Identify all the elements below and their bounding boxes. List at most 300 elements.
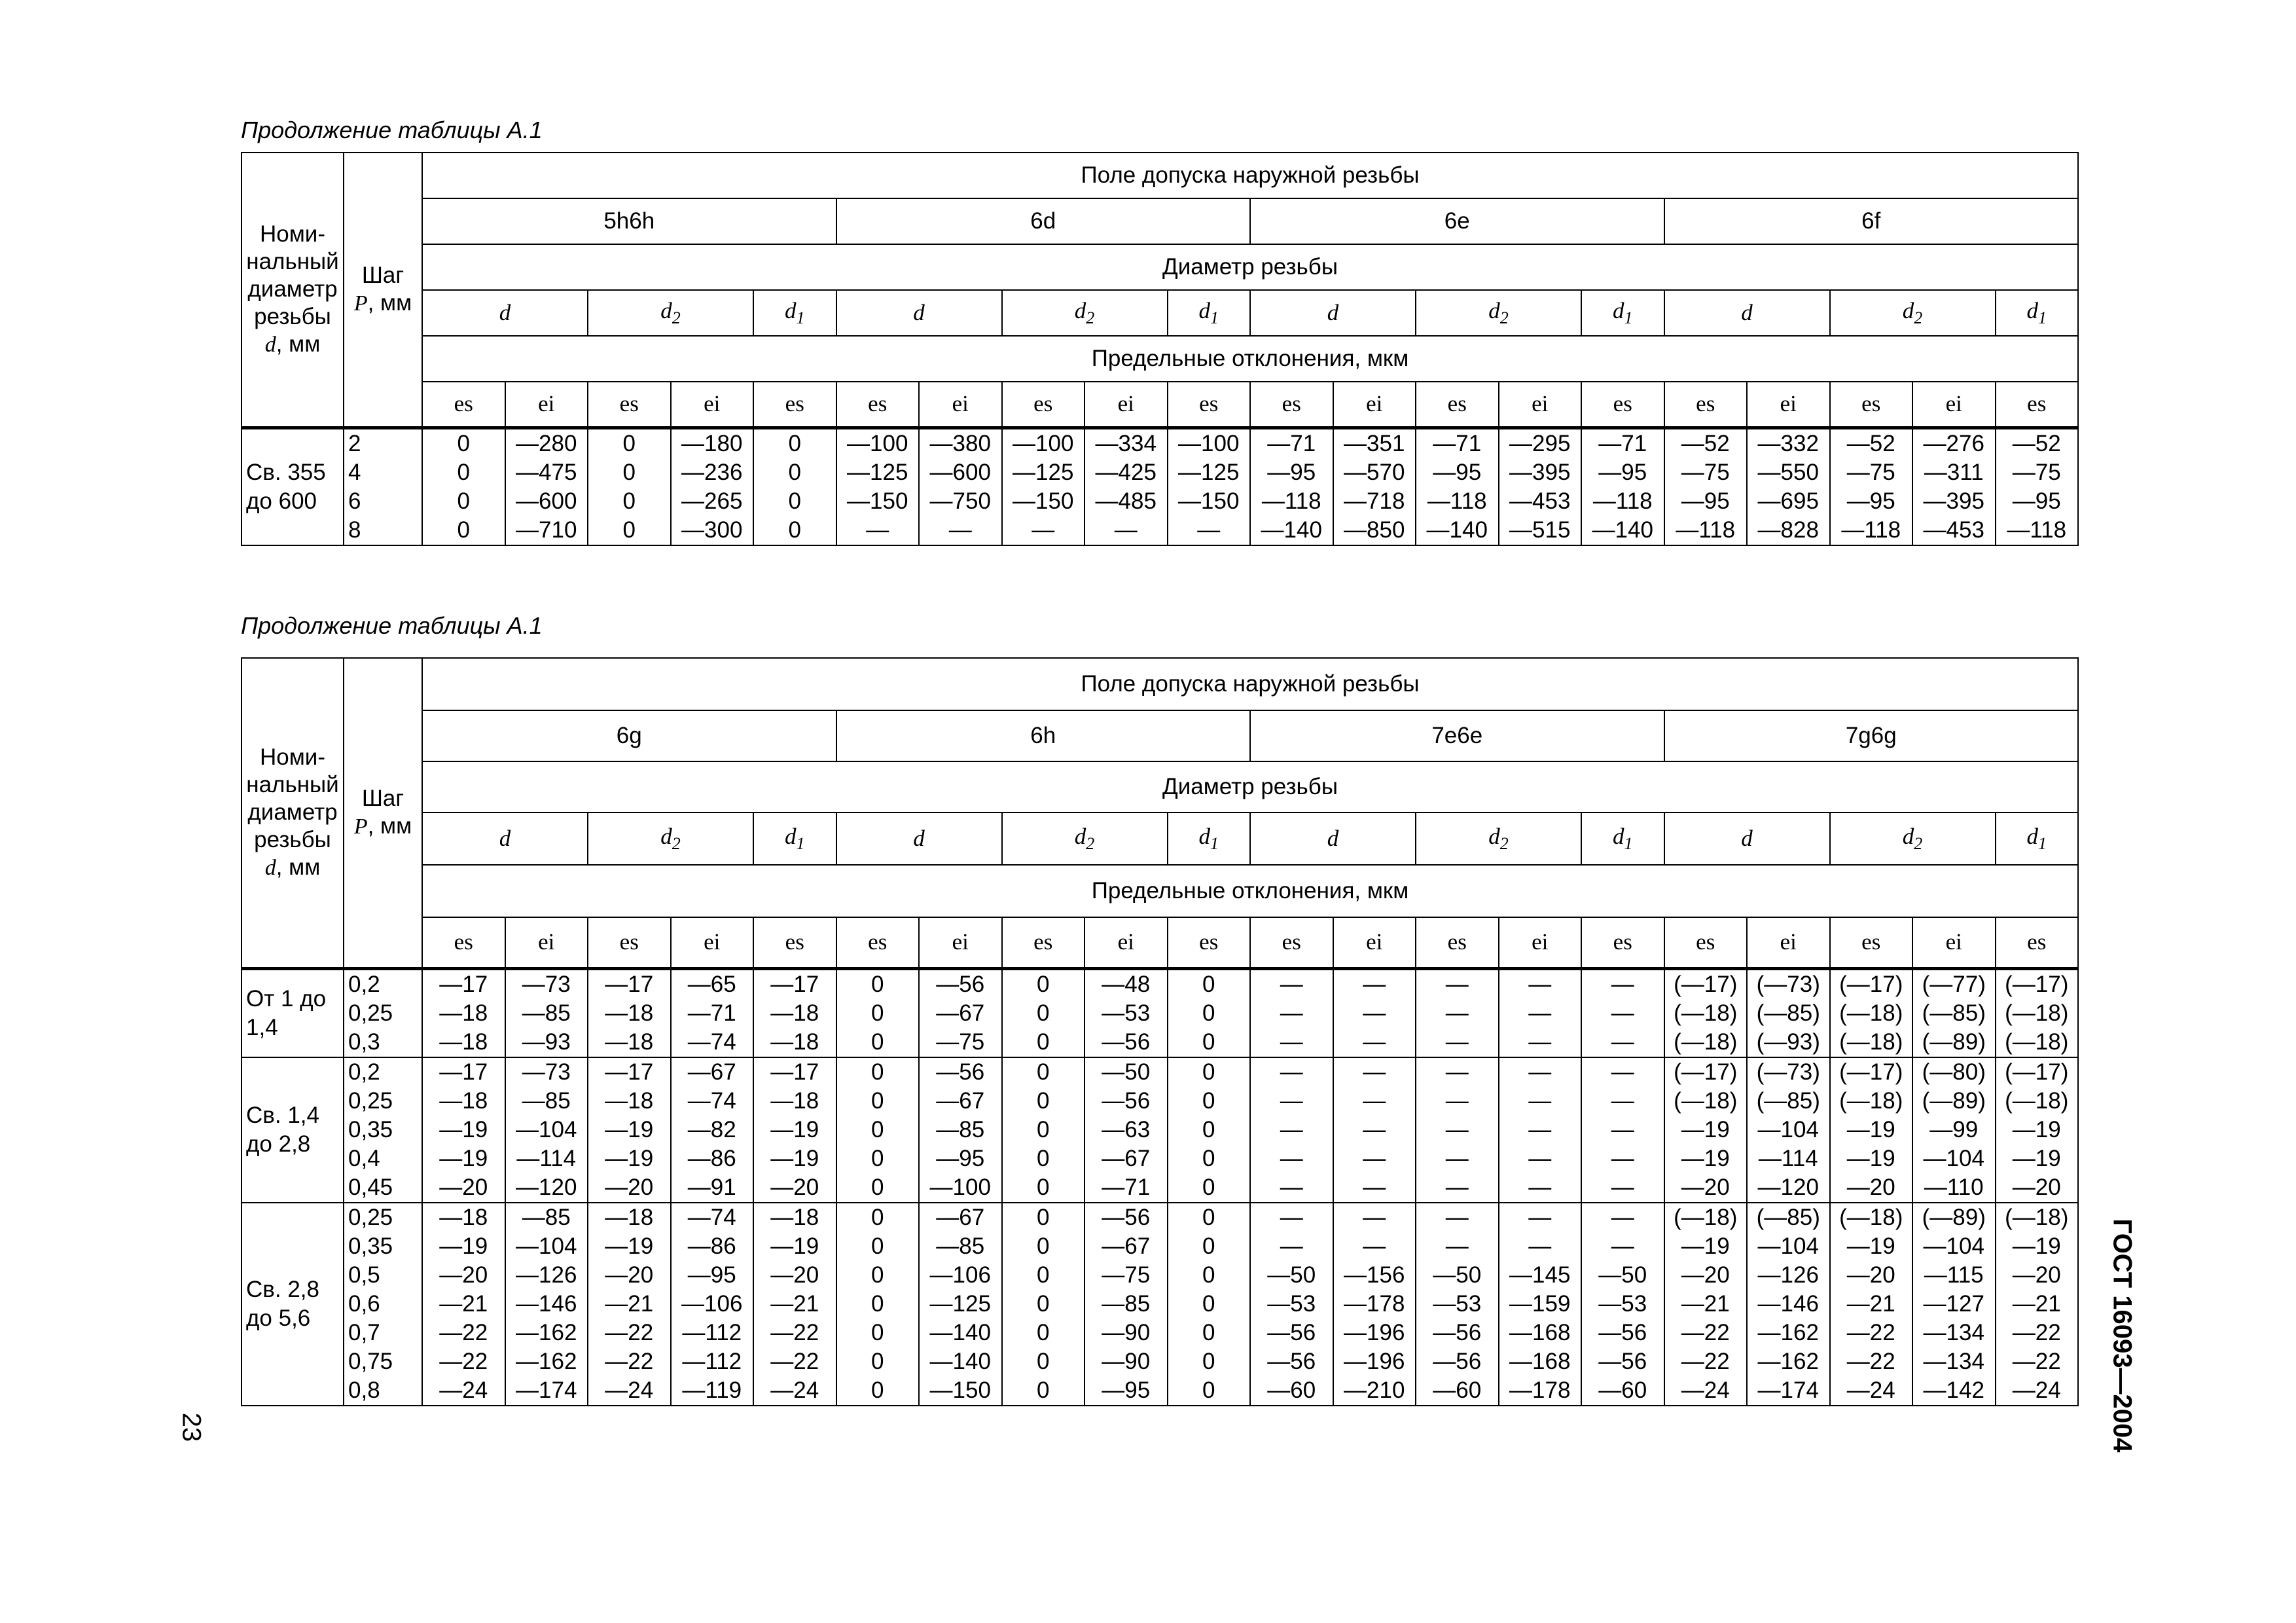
deviation-value: —24 bbox=[2012, 1377, 2061, 1403]
deviation-value: —118 bbox=[2007, 517, 2067, 543]
diameter-d-header bbox=[1664, 812, 1830, 865]
ei-header: ei bbox=[1085, 917, 1168, 968]
deviation-value: —21 bbox=[1681, 1290, 1730, 1317]
deviation-value: —100 bbox=[929, 1174, 991, 1200]
deviation-value: —20 bbox=[770, 1262, 819, 1288]
deviation-value: — bbox=[1363, 1233, 1386, 1259]
deviation-cell bbox=[422, 1057, 505, 1203]
deviation-value: (—18) bbox=[2005, 1029, 2069, 1055]
deviation-value: — bbox=[1280, 1204, 1303, 1230]
deviation-value: —90 bbox=[1102, 1319, 1151, 1345]
deviation-value: —95 bbox=[1598, 459, 1647, 485]
deviation-value: —125 bbox=[929, 1290, 991, 1317]
deviation-cell bbox=[1250, 968, 1333, 1057]
deviation-value: —73 bbox=[522, 1059, 571, 1085]
deviation-value: —24 bbox=[1681, 1377, 1730, 1403]
diameter-d2-symbol: d bbox=[1902, 298, 1914, 323]
deviation-cell bbox=[671, 1057, 754, 1203]
deviation-value: —50 bbox=[1102, 1059, 1151, 1085]
deviation-value: —168 bbox=[1509, 1348, 1571, 1374]
deviation-cell bbox=[836, 1203, 920, 1406]
ei-header: ei bbox=[671, 917, 754, 968]
diameter-d-symbol: d bbox=[1741, 300, 1753, 325]
deviation-value: —104 bbox=[1757, 1233, 1819, 1259]
subscript-1: 1 bbox=[1624, 308, 1633, 327]
deviation-cell bbox=[919, 428, 1002, 545]
deviation-value: (—18) bbox=[1839, 1087, 1903, 1114]
page-number-container bbox=[178, 1408, 204, 1447]
deviation-cell bbox=[422, 428, 505, 545]
deviation-cell bbox=[1830, 1057, 1913, 1203]
deviation-cell bbox=[1747, 1203, 1830, 1406]
nominal-diameter-cell bbox=[242, 968, 344, 1057]
deviation-value: —150 bbox=[929, 1377, 991, 1403]
step-value: 8 bbox=[348, 517, 361, 543]
ei-header: ei bbox=[1499, 382, 1582, 428]
deviation-value: —100 bbox=[1013, 430, 1074, 456]
deviation-value: —280 bbox=[516, 430, 577, 456]
deviation-value: —53 bbox=[1267, 1290, 1316, 1317]
diameter-d2-header bbox=[1830, 290, 1996, 336]
deviation-cell bbox=[1912, 428, 1996, 545]
deviation-value: 0 bbox=[1202, 1319, 1215, 1345]
deviation-value: —19 bbox=[770, 1145, 819, 1171]
deviation-value: 0 bbox=[1202, 1262, 1215, 1288]
deviation-value: —56 bbox=[936, 1059, 985, 1085]
deviation-cell bbox=[1333, 428, 1416, 545]
deviation-value: —75 bbox=[1681, 459, 1730, 485]
deviation-value: —19 bbox=[1681, 1233, 1730, 1259]
deviation-value: —19 bbox=[439, 1145, 488, 1171]
diameter-d2-symbol: d bbox=[1488, 298, 1500, 323]
deviation-value: 0 bbox=[788, 459, 801, 485]
subscript-2: 2 bbox=[1914, 834, 1923, 853]
deviation-cell bbox=[1416, 968, 1499, 1057]
deviation-value: (—18) bbox=[1839, 1029, 1903, 1055]
diameter-d-header bbox=[836, 812, 1002, 865]
deviation-value: — bbox=[1445, 1204, 1469, 1230]
deviation-value: (—85) bbox=[1756, 1000, 1820, 1026]
deviation-value: —60 bbox=[1433, 1377, 1482, 1403]
deviation-cell bbox=[1996, 428, 2079, 545]
deviation-cell bbox=[753, 428, 836, 545]
data-block-row bbox=[242, 968, 2078, 1057]
deviation-cell bbox=[1581, 1203, 1664, 1406]
tolerance-group-header: 7e6e bbox=[1250, 710, 1664, 761]
ei-header: ei bbox=[1333, 382, 1416, 428]
deviation-value: —24 bbox=[1846, 1377, 1895, 1403]
deviation-value: 0 bbox=[1037, 1087, 1050, 1114]
deviation-value: —71 bbox=[1102, 1174, 1151, 1200]
deviation-value: —85 bbox=[1102, 1290, 1151, 1317]
deviation-value: —104 bbox=[1923, 1233, 1984, 1259]
deviation-value: 0 bbox=[871, 1059, 884, 1085]
tolerance-field-header: Поле допуска наружной резьбы bbox=[422, 153, 2078, 198]
deviation-value: — bbox=[1445, 1087, 1469, 1114]
es-header: es bbox=[1996, 382, 2079, 428]
diameter-d1-symbol: d bbox=[1198, 824, 1210, 849]
deviation-value: —50 bbox=[1598, 1262, 1647, 1288]
deviation-value: 0 bbox=[1037, 1319, 1050, 1345]
deviation-value: —20 bbox=[2012, 1174, 2061, 1200]
deviation-cell bbox=[1499, 968, 1582, 1057]
deviation-value: (—18) bbox=[2005, 1087, 2069, 1114]
deviation-value: — bbox=[1363, 1029, 1386, 1055]
deviation-cell bbox=[422, 968, 505, 1057]
ei-header: ei bbox=[919, 917, 1002, 968]
deviation-cell bbox=[1333, 1057, 1416, 1203]
es-header: es bbox=[422, 917, 505, 968]
deviation-value: —19 bbox=[770, 1233, 819, 1259]
step-cell bbox=[344, 1203, 422, 1406]
nominal-diameter-value: 1,4 bbox=[246, 1014, 278, 1040]
step-header bbox=[344, 153, 422, 428]
deviation-value: —750 bbox=[929, 488, 991, 514]
diameter-d2-header bbox=[1416, 290, 1581, 336]
deviation-value: —178 bbox=[1509, 1377, 1571, 1403]
deviation-value: —146 bbox=[1757, 1290, 1819, 1317]
deviation-value: —718 bbox=[1344, 488, 1405, 514]
deviation-value: —21 bbox=[605, 1290, 654, 1317]
ei-header: ei bbox=[919, 382, 1002, 428]
subscript-2: 2 bbox=[1499, 308, 1509, 327]
ei-header: ei bbox=[1333, 917, 1416, 968]
deviation-value: —236 bbox=[681, 459, 743, 485]
diameter-d1-header bbox=[1581, 812, 1664, 865]
subscript-1: 1 bbox=[2038, 308, 2047, 327]
header-row-diameter bbox=[242, 244, 2078, 290]
deviation-value: —332 bbox=[1757, 430, 1819, 456]
data-block-row bbox=[242, 1203, 2078, 1406]
deviation-value: —95 bbox=[1846, 488, 1895, 514]
deviation-value: 0 bbox=[1202, 1377, 1215, 1403]
deviation-value: —56 bbox=[1598, 1319, 1647, 1345]
subscript-1: 1 bbox=[1210, 834, 1219, 853]
deviation-value: — bbox=[1611, 1087, 1634, 1114]
es-header: es bbox=[1002, 382, 1085, 428]
diameter-d-header bbox=[422, 290, 588, 336]
deviation-value: —56 bbox=[1598, 1348, 1647, 1374]
diameter-d1-header bbox=[1996, 290, 2079, 336]
deviation-value: —174 bbox=[516, 1377, 577, 1403]
diameter-d1-header bbox=[1581, 290, 1664, 336]
deviation-value: —159 bbox=[1509, 1290, 1571, 1317]
deviation-value: 0 bbox=[457, 517, 470, 543]
deviation-value: —82 bbox=[687, 1116, 736, 1142]
deviation-cell bbox=[1581, 968, 1664, 1057]
deviation-value: 0 bbox=[1037, 1262, 1050, 1288]
deviation-value: — bbox=[1280, 1116, 1303, 1142]
deviation-value: 0 bbox=[1037, 1145, 1050, 1171]
diameter-d2-header bbox=[588, 290, 753, 336]
diameter-d2-header bbox=[1002, 812, 1168, 865]
deviation-cell bbox=[1664, 1057, 1748, 1203]
ei-header: ei bbox=[1747, 382, 1830, 428]
deviation-cell bbox=[1664, 968, 1748, 1057]
nominal-diameter-cell bbox=[242, 1203, 344, 1406]
deviation-value: —19 bbox=[605, 1233, 654, 1259]
deviation-value: — bbox=[1611, 1174, 1634, 1200]
diameter-d2-symbol: d bbox=[1488, 824, 1500, 849]
deviation-value: —125 bbox=[1178, 459, 1240, 485]
deviation-cell bbox=[588, 1203, 671, 1406]
deviation-value: —95 bbox=[2012, 488, 2061, 514]
deviation-cell bbox=[1996, 968, 2079, 1057]
ei-header: ei bbox=[1912, 382, 1996, 428]
tolerance-group-header: 6h bbox=[836, 710, 1251, 761]
deviation-value: — bbox=[1280, 1174, 1303, 1200]
deviation-cell bbox=[1747, 1057, 1830, 1203]
deviation-value: —18 bbox=[439, 1087, 488, 1114]
deviation-value: —140 bbox=[929, 1319, 991, 1345]
deviation-value: — bbox=[1280, 971, 1303, 997]
deviation-value: —20 bbox=[770, 1174, 819, 1200]
step-value: 6 bbox=[348, 488, 361, 514]
deviation-cell bbox=[1830, 968, 1913, 1057]
deviation-value: —22 bbox=[2012, 1348, 2061, 1374]
tolerance-group-header: 6d bbox=[836, 198, 1251, 244]
diameter-d1-symbol: d bbox=[1613, 824, 1624, 849]
subscript-2: 2 bbox=[1086, 308, 1095, 327]
deviation-value: — bbox=[1445, 1174, 1469, 1200]
deviation-cell bbox=[1664, 428, 1748, 545]
deviation-cell bbox=[671, 968, 754, 1057]
ei-header: ei bbox=[1912, 917, 1996, 968]
deviation-value: —19 bbox=[2012, 1233, 2061, 1259]
deviation-value: 0 bbox=[871, 1319, 884, 1345]
deviation-value: — bbox=[1528, 1204, 1552, 1230]
deviation-value: —134 bbox=[1923, 1348, 1984, 1374]
deviations-header: Предельные отклонения, мкм bbox=[422, 336, 2078, 382]
deviation-value: — bbox=[1528, 1087, 1552, 1114]
header-row-diameter-types bbox=[242, 812, 2078, 865]
deviation-value: — bbox=[1280, 1087, 1303, 1114]
subscript-1: 1 bbox=[1210, 308, 1219, 327]
deviation-value: —74 bbox=[687, 1029, 736, 1055]
deviation-value: —18 bbox=[439, 1204, 488, 1230]
deviation-value: —311 bbox=[1924, 459, 1984, 485]
deviation-value: (—89) bbox=[1922, 1204, 1986, 1230]
deviation-value: — bbox=[1528, 971, 1552, 997]
deviation-value: —20 bbox=[1681, 1262, 1730, 1288]
deviation-value: 0 bbox=[1202, 1174, 1215, 1200]
deviation-value: — bbox=[1445, 1145, 1469, 1171]
nominal-header-line: диаметр bbox=[247, 799, 338, 825]
deviation-value: 0 bbox=[871, 1087, 884, 1114]
deviation-value: —453 bbox=[1509, 488, 1571, 514]
deviation-value: — bbox=[1445, 1233, 1469, 1259]
deviation-value: —20 bbox=[605, 1174, 654, 1200]
deviation-cell bbox=[1085, 1203, 1168, 1406]
deviation-value: — bbox=[1528, 1145, 1552, 1171]
deviation-value: — bbox=[1363, 1204, 1386, 1230]
deviation-cell bbox=[588, 1057, 671, 1203]
deviation-value: (—77) bbox=[1922, 971, 1986, 997]
deviation-value: —50 bbox=[1267, 1262, 1316, 1288]
step-value: 0,35 bbox=[348, 1233, 393, 1259]
deviation-cell bbox=[836, 428, 920, 545]
step-value: 0,2 bbox=[348, 1059, 380, 1085]
deviation-value: — bbox=[1280, 1233, 1303, 1259]
deviation-value: 0 bbox=[1202, 1059, 1215, 1085]
deviation-value: —53 bbox=[1598, 1290, 1647, 1317]
deviation-value: —22 bbox=[2012, 1319, 2061, 1345]
deviation-value: —19 bbox=[1681, 1145, 1730, 1171]
deviation-value: —99 bbox=[1929, 1116, 1979, 1142]
page-number: 23 bbox=[177, 1412, 206, 1442]
deviation-value: —19 bbox=[1681, 1116, 1730, 1142]
nominal-diameter-value: до 2,8 bbox=[246, 1131, 311, 1157]
deviation-value: (—17) bbox=[2005, 1059, 2069, 1085]
deviation-cell bbox=[1830, 1203, 1913, 1406]
diameter-d2-symbol: d bbox=[1074, 298, 1086, 323]
deviation-value: (—80) bbox=[1922, 1059, 1986, 1085]
deviation-cell bbox=[1747, 968, 1830, 1057]
deviation-value: 0 bbox=[871, 971, 884, 997]
deviation-value: —162 bbox=[1757, 1319, 1819, 1345]
deviation-value: —118 bbox=[1592, 488, 1653, 514]
subscript-2: 2 bbox=[1086, 834, 1095, 853]
deviation-value: —75 bbox=[1846, 459, 1895, 485]
deviation-value: —86 bbox=[687, 1233, 736, 1259]
deviation-value: —67 bbox=[936, 1087, 985, 1114]
deviation-value: 0 bbox=[622, 459, 636, 485]
deviation-value: 0 bbox=[788, 488, 801, 514]
deviation-value: —112 bbox=[682, 1348, 742, 1374]
deviation-cell bbox=[1499, 428, 1582, 545]
es-header: es bbox=[1168, 382, 1251, 428]
header-row-field bbox=[242, 658, 2078, 710]
step-value: 4 bbox=[348, 459, 361, 485]
deviation-value: —850 bbox=[1344, 517, 1405, 543]
deviation-value: —86 bbox=[687, 1145, 736, 1171]
deviation-value: —75 bbox=[936, 1029, 985, 1055]
deviation-value: —56 bbox=[1102, 1087, 1151, 1114]
diameter-d2-header bbox=[588, 812, 753, 865]
deviation-value: 0 bbox=[1037, 1116, 1050, 1142]
deviation-value: —106 bbox=[681, 1290, 743, 1317]
deviation-value: —120 bbox=[1757, 1174, 1819, 1200]
es-header: es bbox=[836, 382, 920, 428]
deviation-value: 0 bbox=[457, 488, 470, 514]
deviation-value: — bbox=[866, 517, 889, 543]
deviation-value: —17 bbox=[605, 1059, 654, 1085]
deviation-value: — bbox=[1611, 1000, 1634, 1026]
deviation-value: —56 bbox=[1267, 1319, 1316, 1345]
deviation-value: 0 bbox=[1202, 1029, 1215, 1055]
deviation-value: 0 bbox=[871, 1174, 884, 1200]
step-cell bbox=[344, 1057, 422, 1203]
deviation-value: —22 bbox=[1681, 1319, 1730, 1345]
deviation-cell bbox=[1333, 968, 1416, 1057]
tolerance-table-2 bbox=[241, 657, 2079, 1406]
deviation-value: —125 bbox=[1013, 459, 1074, 485]
es-header: es bbox=[1168, 917, 1251, 968]
diameter-d1-symbol: d bbox=[1198, 298, 1210, 323]
deviation-cell bbox=[1002, 1057, 1085, 1203]
deviation-value: 0 bbox=[1202, 1145, 1215, 1171]
deviation-value: —21 bbox=[1846, 1290, 1895, 1317]
deviation-value: — bbox=[1445, 1000, 1469, 1026]
deviation-cell bbox=[1168, 428, 1251, 545]
subscript-2: 2 bbox=[1499, 834, 1509, 853]
nominal-diameter-cell bbox=[242, 428, 344, 545]
deviation-value: —21 bbox=[2012, 1290, 2061, 1317]
step-value: 2 bbox=[348, 430, 361, 456]
deviation-value: —600 bbox=[929, 459, 991, 485]
deviation-value: —114 bbox=[516, 1145, 577, 1171]
deviation-value: (—17) bbox=[2005, 971, 2069, 997]
es-header: es bbox=[588, 382, 671, 428]
deviation-value: —126 bbox=[1757, 1262, 1819, 1288]
deviation-value: —52 bbox=[2012, 430, 2061, 456]
nominal-diameter-header bbox=[242, 658, 344, 968]
deviation-value: (—17) bbox=[1674, 1059, 1738, 1085]
deviation-value: —60 bbox=[1598, 1377, 1647, 1403]
tolerance-table-1 bbox=[241, 152, 2079, 546]
deviation-value: —50 bbox=[1433, 1262, 1482, 1288]
deviation-value: —75 bbox=[1102, 1262, 1151, 1288]
step-value: 0,25 bbox=[348, 1204, 393, 1230]
deviation-value: — bbox=[1528, 1116, 1552, 1142]
diameter-d-symbol: d bbox=[1741, 826, 1753, 851]
es-header: es bbox=[1002, 917, 1085, 968]
deviation-value: —18 bbox=[605, 1087, 654, 1114]
subscript-1: 1 bbox=[2038, 834, 2047, 853]
deviation-cell bbox=[1002, 968, 1085, 1057]
deviation-value: — bbox=[1528, 1059, 1552, 1085]
diameter-d1-symbol: d bbox=[2026, 298, 2038, 323]
deviation-value: (—73) bbox=[1756, 1059, 1820, 1085]
deviation-value: — bbox=[1611, 1204, 1634, 1230]
subscript-2: 2 bbox=[672, 834, 681, 853]
deviation-value: (—18) bbox=[1674, 1000, 1738, 1026]
diameter-d-symbol: d bbox=[913, 826, 925, 851]
deviation-cell bbox=[1250, 428, 1333, 545]
diameter-d2-header bbox=[1830, 812, 1996, 865]
deviation-value: 0 bbox=[1202, 1116, 1215, 1142]
deviation-value: — bbox=[1528, 1029, 1552, 1055]
nominal-diameter-value: Св. 2,8 bbox=[246, 1276, 319, 1302]
deviation-value: — bbox=[1363, 1174, 1386, 1200]
deviation-value: — bbox=[1611, 1029, 1634, 1055]
deviation-cell bbox=[1085, 968, 1168, 1057]
deviation-value: 0 bbox=[1202, 1204, 1215, 1230]
deviation-value: —395 bbox=[1509, 459, 1571, 485]
deviation-cell bbox=[1499, 1057, 1582, 1203]
deviation-value: —24 bbox=[439, 1377, 488, 1403]
deviation-cell bbox=[753, 1057, 836, 1203]
deviation-value: (—17) bbox=[1839, 1059, 1903, 1085]
nominal-header-line: резьбы bbox=[254, 826, 331, 852]
nominal-diameter-value: Св. 1,4 bbox=[246, 1102, 319, 1128]
step-value: 0,5 bbox=[348, 1262, 380, 1288]
deviation-value: — bbox=[1114, 517, 1138, 543]
deviation-value: —125 bbox=[847, 459, 908, 485]
step-value: 0,6 bbox=[348, 1290, 380, 1317]
deviation-cell bbox=[836, 1057, 920, 1203]
deviation-cell bbox=[588, 968, 671, 1057]
deviation-value: 0 bbox=[1037, 1377, 1050, 1403]
deviation-value: —63 bbox=[1102, 1116, 1151, 1142]
deviation-value: —22 bbox=[770, 1348, 819, 1374]
nominal-diameter-value: до 5,6 bbox=[246, 1305, 311, 1331]
deviation-value: —162 bbox=[1757, 1348, 1819, 1374]
diameter-d2-header bbox=[1002, 290, 1168, 336]
deviation-value: —71 bbox=[687, 1000, 736, 1026]
standard-label-container bbox=[2109, 1198, 2135, 1473]
nominal-diameter-value: Св. 355 bbox=[246, 459, 326, 485]
